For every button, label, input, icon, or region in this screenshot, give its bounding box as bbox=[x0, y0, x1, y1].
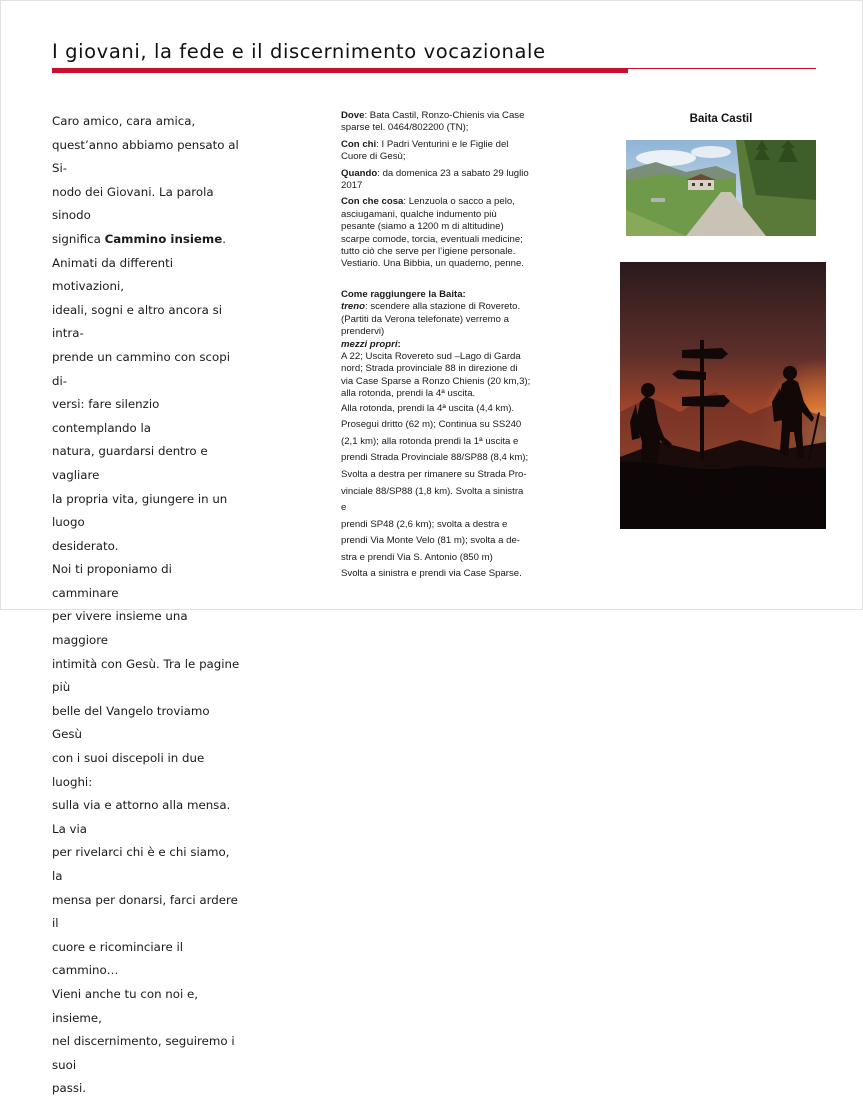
info-conchi bbox=[341, 139, 531, 164]
intro-period: . bbox=[222, 231, 226, 246]
body-line: passi. bbox=[52, 1081, 87, 1096]
body-line: natura, guardarsi dentro e vagliare bbox=[52, 444, 208, 482]
intro-bold-phrase: Cammino insieme bbox=[104, 231, 223, 246]
info-checosa bbox=[341, 196, 531, 270]
title-underline-bar bbox=[52, 68, 628, 73]
body-line: per vivere insieme una maggiore bbox=[52, 609, 188, 648]
body-line: mensa per donarsi, farci ardere il bbox=[52, 892, 238, 931]
info-dove bbox=[341, 110, 531, 135]
body-line: con i suoi discepoli in due luoghi: bbox=[52, 751, 205, 789]
treno-label: treno bbox=[341, 301, 365, 313]
body-line: sulla via e attorno alla mensa. La via bbox=[52, 798, 231, 836]
directions-mezzi bbox=[341, 339, 531, 351]
body-line: versi: fare silenzio contemplando la bbox=[52, 397, 160, 435]
route-line: (2,1 km); alla rotonda prendi la 1ª uscita e bbox=[341, 435, 519, 447]
body-line: belle del Vangelo troviamo Gesù bbox=[52, 703, 210, 742]
route-line: stra e prendi Via S. Antonio (850 m) bbox=[341, 551, 493, 563]
route-line: Alla rotonda, prendi la 4ª uscita (4,4 km). bbox=[341, 402, 515, 414]
photo-caption: Baita Castil bbox=[689, 113, 753, 125]
body-line: desiderato. bbox=[52, 538, 119, 553]
treno-text: : scendere alla stazione di Rovereto. (Partiti da Verona telefonate) verremo a prendervi) bbox=[341, 301, 521, 338]
dove-text: : Bata Castil, Ronzo-Chienis via Case sparse tel. 0464/802200 (TN); bbox=[341, 110, 525, 134]
mezzi-text: A 22; Uscita Rovereto sud –Lago di Garda nord; Strada provinciale 88 in direzione di via Case Sparse a Ronzo Chienis (20 km,3); alla rotonda, prendi la 4ª uscita. bbox=[341, 350, 531, 400]
body-line: prende un cammino con scopi di- bbox=[52, 349, 230, 388]
route-line: vinciale 88/SP88 (1,8 km). Svolta a sinistra e bbox=[341, 485, 524, 514]
intro-line: nodo dei Giovani. La parola sinodo bbox=[52, 184, 214, 223]
dove-label: Dove bbox=[341, 110, 365, 121]
route-line: Svolta a destra per rimanere su Strada Pro- bbox=[341, 468, 527, 480]
checosa-text: : Lenzuola o sacco a pelo, asciugamani, qualche indumento più pesante (siamo a 1200 m di altitudine) scarpe comode, torcia, eventuali medicine; tutto ciò che serve per l’igiene personale. Vestiario. Una Bibbia, un quaderno, penne. bbox=[341, 196, 524, 270]
body-line: Animati da differenti motivazioni, bbox=[52, 255, 174, 294]
checosa-label: Con che cosa bbox=[341, 196, 404, 208]
body-line: Vieni anche tu con noi e, insieme, bbox=[52, 986, 199, 1025]
directions-treno bbox=[341, 301, 531, 338]
body-line: ideali, sogni e altro ancora si intra- bbox=[52, 302, 223, 341]
body-line: per rivelarci chi è e chi siamo, la bbox=[52, 845, 230, 883]
route-line: prendi SP48 (2,6 km); svolta a destra e bbox=[341, 518, 508, 530]
info-column bbox=[341, 110, 531, 583]
body-line: nel discernimento, seguiremo i suoi bbox=[52, 1034, 235, 1072]
body-line: la propria vita, giungere in un luogo bbox=[52, 491, 228, 530]
intro-column bbox=[52, 110, 240, 1101]
quando-label: Quando bbox=[341, 167, 378, 179]
route-line: prendi Strada Provinciale 88/SP88 (8,4 km); bbox=[341, 452, 529, 464]
mezzi-colon: : bbox=[397, 338, 401, 350]
title-underline-thin bbox=[628, 68, 816, 69]
body-line: Noi ti proponiamo di camminare bbox=[52, 562, 172, 600]
conchi-label: Con chi bbox=[341, 138, 377, 150]
directions-heading bbox=[341, 289, 531, 301]
mountain-hut-photo bbox=[626, 140, 816, 236]
body-line: intimità con Gesù. Tra le pagine più bbox=[52, 656, 240, 695]
intro-significa: significa bbox=[52, 231, 105, 246]
route-line: Svolta a sinistra e prendi via Case Sparse. bbox=[341, 568, 522, 580]
hikers-sunset-photo bbox=[620, 262, 826, 529]
mezzi-label: mezzi propri bbox=[341, 338, 398, 350]
intro-line bbox=[52, 228, 240, 252]
body-line: cuore e ricominciare il cammino… bbox=[52, 939, 184, 978]
quando-text: : da domenica 23 a sabato 29 luglio 2017 bbox=[341, 167, 529, 192]
info-quando bbox=[341, 168, 531, 193]
route-line: Prosegui dritto (62 m); Continua su SS240 bbox=[341, 419, 522, 431]
intro-line: quest’anno abbiamo pensato al Si- bbox=[52, 137, 239, 176]
route-line: prendi Via Monte Velo (81 m); svolta a de- bbox=[341, 535, 521, 547]
conchi-text: : I Padri Venturini e le Figlie del Cuore di Gesù; bbox=[341, 138, 509, 163]
intro-line: Caro amico, cara amica, bbox=[52, 114, 196, 128]
directions-heading-text: Come raggiungere la Baita: bbox=[341, 288, 466, 300]
page-title: I giovani, la fede e il discernimento vocazionale bbox=[52, 40, 546, 63]
